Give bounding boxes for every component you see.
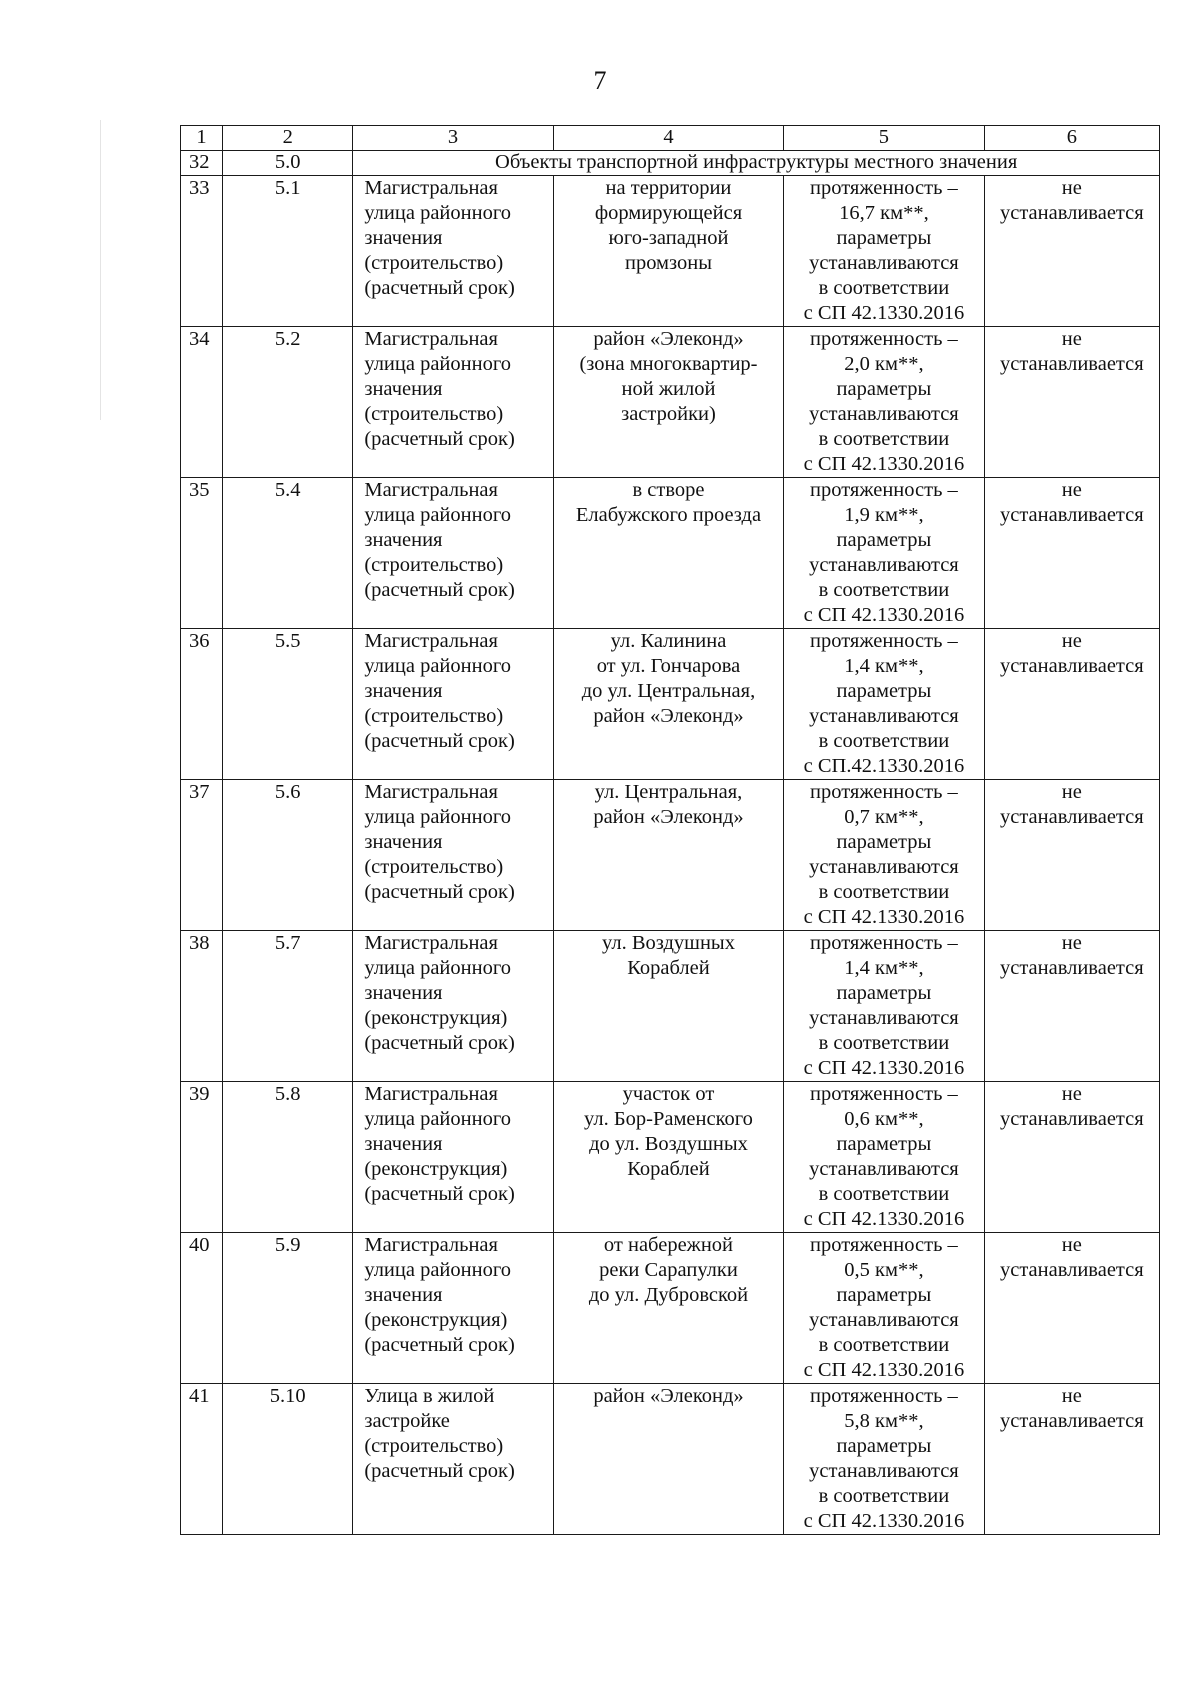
parameters-line: в соответствии <box>818 1032 950 1054</box>
zone-line: устанавливается <box>999 655 1144 677</box>
object-name-line: (строительство) <box>364 705 504 727</box>
location-line: район «Элеконд» <box>593 328 744 350</box>
zone-line: не <box>1061 177 1082 199</box>
object-code: 5.8 <box>223 1082 353 1233</box>
location-line: от набережной <box>603 1234 734 1256</box>
location-line: промзоны <box>624 252 712 274</box>
zone-cell <box>984 780 1159 931</box>
zone-line: устанавливается <box>999 504 1144 526</box>
object-name-line: Магистральная <box>364 479 498 501</box>
parameters-line: протяженность – <box>810 328 958 350</box>
zone-line: не <box>1061 1083 1082 1105</box>
object-name-line: значения <box>364 529 443 551</box>
parameters-line: параметры <box>836 227 932 249</box>
zone-line: устанавливается <box>999 1108 1144 1130</box>
parameters-line: протяженность – <box>810 1234 958 1256</box>
parameters-line: устанавливаются <box>809 554 959 576</box>
zone-cell <box>984 931 1159 1082</box>
object-name-line: значения <box>364 680 443 702</box>
location-line: от ул. Гончарова <box>596 655 741 677</box>
object-name-line: Магистральная <box>364 1083 498 1105</box>
location-cell <box>553 1384 783 1535</box>
zone-line: устанавливается <box>999 806 1144 828</box>
location-line: до ул. Дубровской <box>588 1284 749 1306</box>
row-number: 39 <box>181 1082 223 1233</box>
object-code: 5.2 <box>223 327 353 478</box>
parameters-line: с СП 42.1330.2016 <box>803 906 965 928</box>
object-name-line: улица районного <box>364 353 511 375</box>
parameters-line: 0,6 км**, <box>844 1108 924 1130</box>
zone-cell <box>984 1082 1159 1233</box>
location-cell <box>553 931 783 1082</box>
object-code: 5.4 <box>223 478 353 629</box>
parameters-line: устанавливаются <box>809 1158 959 1180</box>
parameters-line: 16,7 км**, <box>839 202 929 224</box>
object-name-line: (строительство) <box>364 1435 504 1457</box>
location-line: ной жилой <box>621 378 716 400</box>
zone-cell <box>984 1233 1159 1384</box>
parameters-line: 1,4 км**, <box>844 957 924 979</box>
object-name-line: Магистральная <box>364 781 498 803</box>
section-num: 32 <box>181 151 223 176</box>
table-row <box>181 780 1160 931</box>
object-name-line: (расчетный срок) <box>364 1334 515 1356</box>
section-title: Объекты транспортной инфраструктуры местного значения <box>353 151 1160 176</box>
zone-line: не <box>1061 328 1082 350</box>
column-number: 2 <box>223 126 353 151</box>
parameters-line: в соответствии <box>818 428 950 450</box>
location-line: ул. Центральная, <box>594 781 743 803</box>
location-line: формирующейся <box>594 202 743 224</box>
object-name-line: (строительство) <box>364 554 504 576</box>
column-number: 5 <box>784 126 984 151</box>
zone-line: устанавливается <box>999 957 1144 979</box>
row-number: 38 <box>181 931 223 1082</box>
column-number: 6 <box>984 126 1159 151</box>
zone-line: не <box>1061 781 1082 803</box>
location-line: до ул. Воздушных <box>589 1133 748 1155</box>
location-cell <box>553 478 783 629</box>
parameters-line: с СП 42.1330.2016 <box>803 1057 965 1079</box>
object-name-line: (реконструкция) <box>364 1007 508 1029</box>
parameters-line: протяженность – <box>810 177 958 199</box>
table-row <box>181 931 1160 1082</box>
parameters-line: с СП 42.1330.2016 <box>803 302 965 324</box>
location-cell <box>553 629 783 780</box>
section-row <box>181 151 1160 176</box>
page-number: 7 <box>593 66 607 95</box>
object-name-line: (строительство) <box>364 252 504 274</box>
object-name-line: (расчетный срок) <box>364 1183 515 1205</box>
parameters-line: параметры <box>836 378 932 400</box>
column-number: 1 <box>181 126 223 151</box>
object-name-line: (реконструкция) <box>364 1158 508 1180</box>
object-name-line: Магистральная <box>364 630 498 652</box>
parameters-line: с СП.42.1330.2016 <box>803 755 965 777</box>
location-line: реки Сарапулки <box>599 1259 738 1281</box>
parameters-line: 0,7 км**, <box>844 806 924 828</box>
scan-edge-mark <box>100 120 101 420</box>
parameters-line: устанавливаются <box>809 705 959 727</box>
object-name-line: Магистральная <box>364 177 498 199</box>
zone-line: устанавливается <box>999 1259 1144 1281</box>
object-name-line: улица районного <box>364 655 511 677</box>
object-name-cell <box>353 1233 553 1384</box>
object-name-line: значения <box>364 1133 443 1155</box>
column-number: 4 <box>553 126 783 151</box>
table-row <box>181 1233 1160 1384</box>
zone-line: не <box>1061 1385 1082 1407</box>
object-name-line: Улица в жилой <box>364 1385 495 1407</box>
row-number: 33 <box>181 176 223 327</box>
location-line: Елабужского проезда <box>575 504 762 526</box>
parameters-line: протяженность – <box>810 932 958 954</box>
object-name-line: (расчетный срок) <box>364 1460 515 1482</box>
zone-line: не <box>1061 1234 1082 1256</box>
object-name-line: (реконструкция) <box>364 1309 508 1331</box>
location-cell <box>553 1233 783 1384</box>
parameters-line: с СП 42.1330.2016 <box>803 453 965 475</box>
location-line: ул. Бор-Раменского <box>584 1108 753 1130</box>
parameters-line: 2,0 км**, <box>844 353 924 375</box>
location-line: ул. Воздушных <box>602 932 735 954</box>
object-code: 5.5 <box>223 629 353 780</box>
object-name-line: Магистральная <box>364 932 498 954</box>
object-name-line: (расчетный срок) <box>364 579 515 601</box>
object-name-line: улица районного <box>364 504 511 526</box>
parameters-line: в соответствии <box>818 730 950 752</box>
zone-cell <box>984 478 1159 629</box>
object-name-cell <box>353 780 553 931</box>
parameters-line: 1,4 км**, <box>844 655 924 677</box>
infrastructure-table <box>180 125 1160 1535</box>
location-line: район «Элеконд» <box>593 806 744 828</box>
parameters-line: протяженность – <box>810 1083 958 1105</box>
parameters-line: в соответствии <box>818 1485 950 1507</box>
object-name-line: значения <box>364 227 443 249</box>
object-name-cell <box>353 931 553 1082</box>
parameters-line: параметры <box>836 680 932 702</box>
zone-line: не <box>1061 479 1082 501</box>
parameters-line: параметры <box>836 982 932 1004</box>
parameters-cell <box>784 1082 984 1233</box>
parameters-line: устанавливаются <box>809 403 959 425</box>
object-code: 5.7 <box>223 931 353 1082</box>
parameters-cell <box>784 1384 984 1535</box>
location-line: район «Элеконд» <box>593 705 744 727</box>
object-name-cell <box>353 629 553 780</box>
parameters-cell <box>784 780 984 931</box>
parameters-line: с СП 42.1330.2016 <box>803 1359 965 1381</box>
parameters-line: протяженность – <box>810 479 958 501</box>
zone-cell <box>984 629 1159 780</box>
zone-line: устанавливается <box>999 1410 1144 1432</box>
row-number: 40 <box>181 1233 223 1384</box>
object-name-line: (расчетный срок) <box>364 277 515 299</box>
location-line: (зона многоквартир- <box>579 353 758 375</box>
location-line: до ул. Центральная, <box>581 680 756 702</box>
parameters-cell <box>784 478 984 629</box>
parameters-line: в соответствии <box>818 881 950 903</box>
object-name-cell <box>353 1384 553 1535</box>
parameters-line: 0,5 км**, <box>844 1259 924 1281</box>
object-name-line: застройке <box>364 1410 450 1432</box>
zone-line: устанавливается <box>999 353 1144 375</box>
table-row <box>181 1384 1160 1535</box>
location-line: Кораблей <box>627 957 710 979</box>
object-code: 5.6 <box>223 780 353 931</box>
location-line: застройки) <box>621 403 716 425</box>
object-name-line: улица районного <box>364 202 511 224</box>
location-line: участок от <box>622 1083 715 1105</box>
parameters-line: в соответствии <box>818 1334 950 1356</box>
object-name-cell <box>353 478 553 629</box>
object-name-cell <box>353 1082 553 1233</box>
object-name-line: улица районного <box>364 1259 511 1281</box>
parameters-line: параметры <box>836 831 932 853</box>
table-body <box>181 126 1160 1535</box>
object-code: 5.10 <box>223 1384 353 1535</box>
row-number: 37 <box>181 780 223 931</box>
parameters-line: параметры <box>836 529 932 551</box>
zone-cell <box>984 1384 1159 1535</box>
table-row <box>181 629 1160 780</box>
parameters-line: параметры <box>836 1284 932 1306</box>
row-number: 41 <box>181 1384 223 1535</box>
row-number: 36 <box>181 629 223 780</box>
parameters-line: устанавливаются <box>809 1007 959 1029</box>
parameters-cell <box>784 176 984 327</box>
parameters-line: устанавливаются <box>809 856 959 878</box>
row-number: 34 <box>181 327 223 478</box>
object-name-line: (расчетный срок) <box>364 428 515 450</box>
object-name-line: улица районного <box>364 957 511 979</box>
location-line: юго-западной <box>608 227 729 249</box>
parameters-line: в соответствии <box>818 1183 950 1205</box>
object-name-line: Магистральная <box>364 1234 498 1256</box>
location-line: район «Элеконд» <box>593 1385 744 1407</box>
object-name-cell <box>353 176 553 327</box>
object-name-line: (расчетный срок) <box>364 1032 515 1054</box>
object-code: 5.9 <box>223 1233 353 1384</box>
parameters-line: устанавливаются <box>809 1460 959 1482</box>
zone-line: не <box>1061 932 1082 954</box>
parameters-cell <box>784 1233 984 1384</box>
object-name-line: Магистральная <box>364 328 498 350</box>
parameters-line: 1,9 км**, <box>844 504 924 526</box>
object-name-line: значения <box>364 1284 443 1306</box>
parameters-line: в соответствии <box>818 277 950 299</box>
object-name-line: улица районного <box>364 806 511 828</box>
parameters-line: с СП 42.1330.2016 <box>803 1510 965 1532</box>
table-row <box>181 478 1160 629</box>
table-row <box>181 1082 1160 1233</box>
object-name-line: значения <box>364 982 443 1004</box>
parameters-line: устанавливаются <box>809 1309 959 1331</box>
object-code: 5.1 <box>223 176 353 327</box>
location-line: в створе <box>632 479 705 501</box>
parameters-line: с СП 42.1330.2016 <box>803 1208 965 1230</box>
zone-cell <box>984 327 1159 478</box>
object-name-line: (строительство) <box>364 403 504 425</box>
parameters-line: параметры <box>836 1133 932 1155</box>
row-number: 35 <box>181 478 223 629</box>
parameters-line: параметры <box>836 1435 932 1457</box>
zone-line: не <box>1061 630 1082 652</box>
location-cell <box>553 176 783 327</box>
object-name-line: (расчетный срок) <box>364 881 515 903</box>
location-cell <box>553 327 783 478</box>
column-number: 3 <box>353 126 553 151</box>
zone-cell <box>984 176 1159 327</box>
zone-line: устанавливается <box>999 202 1144 224</box>
location-cell <box>553 1082 783 1233</box>
object-name-line: значения <box>364 831 443 853</box>
table-row <box>181 176 1160 327</box>
section-code: 5.0 <box>223 151 353 176</box>
object-name-line: улица районного <box>364 1108 511 1130</box>
location-line: на территории <box>605 177 732 199</box>
parameters-line: устанавливаются <box>809 252 959 274</box>
parameters-line: протяженность – <box>810 781 958 803</box>
object-name-line: значения <box>364 378 443 400</box>
object-name-line: (расчетный срок) <box>364 730 515 752</box>
location-line: Кораблей <box>627 1158 710 1180</box>
location-line: ул. Калинина <box>610 630 727 652</box>
object-name-line: (строительство) <box>364 856 504 878</box>
parameters-cell <box>784 931 984 1082</box>
parameters-line: протяженность – <box>810 630 958 652</box>
parameters-cell <box>784 629 984 780</box>
parameters-line: 5,8 км**, <box>844 1410 924 1432</box>
column-number-row <box>181 126 1160 151</box>
parameters-line: протяженность – <box>810 1385 958 1407</box>
object-name-cell <box>353 327 553 478</box>
table-row <box>181 327 1160 478</box>
parameters-cell <box>784 327 984 478</box>
parameters-line: с СП 42.1330.2016 <box>803 604 965 626</box>
parameters-line: в соответствии <box>818 579 950 601</box>
location-cell <box>553 780 783 931</box>
